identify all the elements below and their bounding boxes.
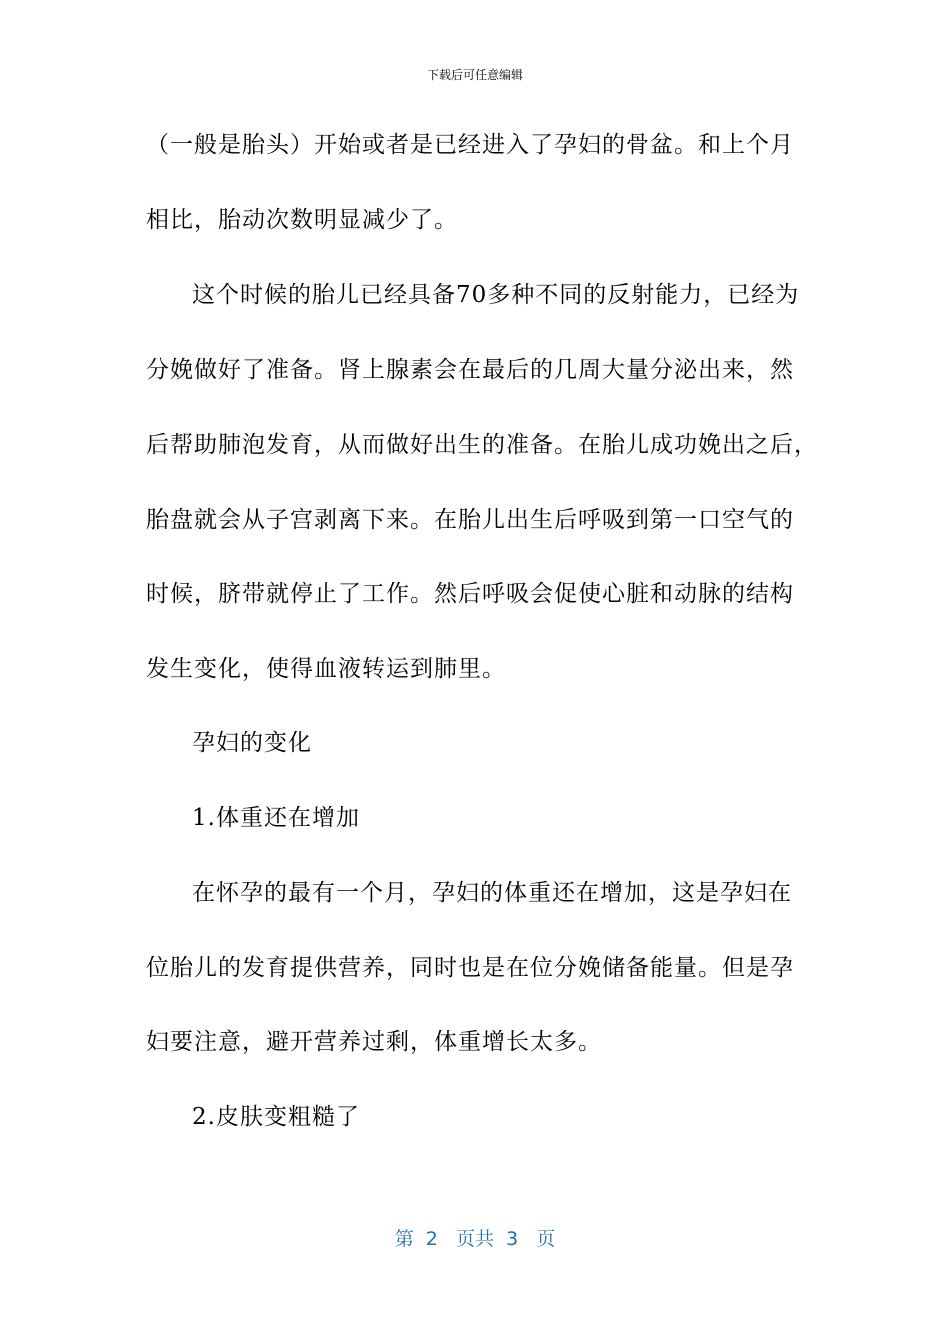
body-line: 在怀孕的最有一个月，孕妇的体重还在增加，这是孕妇在: [192, 880, 792, 906]
body-line: （一般是胎头）开始或者是已经进入了孕妇的骨盆。和上个月: [146, 132, 794, 158]
body-line: 时候，脐带就停止了工作。然后呼吸会促使心脏和动脉的结构: [146, 581, 794, 607]
subsection-heading: 2.皮肤变粗糙了: [192, 1104, 360, 1130]
body-line: 妇要注意，避开营养过剩，体重增长太多。: [146, 1029, 602, 1055]
body-line: 位胎儿的发育提供营养，同时也是在位分娩储备能量。但是孕: [146, 955, 794, 981]
body-line: 发生变化，使得血液转运到肺里。: [146, 656, 506, 682]
subsection-heading: 1.体重还在增加: [192, 805, 360, 831]
page-header: 下载后可任意编辑: [426, 68, 523, 82]
body-line: 分娩做好了准备。肾上腺素会在最后的几周大量分泌出来，然: [146, 357, 794, 383]
body-line: 胎盘就会从子宫剥离下来。在胎儿出生后呼吸到第一口空气的: [146, 507, 794, 533]
body-line: 后帮助肺泡发育，从而做好出生的准备。在胎儿成功娩出之后，: [146, 432, 818, 458]
body-line: 相比，胎动次数明显减少了。: [146, 207, 458, 233]
body-line: 这个时候的胎儿已经具备70多种不同的反射能力，已经为: [192, 282, 800, 308]
section-heading: 孕妇的变化: [192, 730, 312, 756]
page-number-footer: 第 2 页共 3 页: [394, 1228, 556, 1250]
